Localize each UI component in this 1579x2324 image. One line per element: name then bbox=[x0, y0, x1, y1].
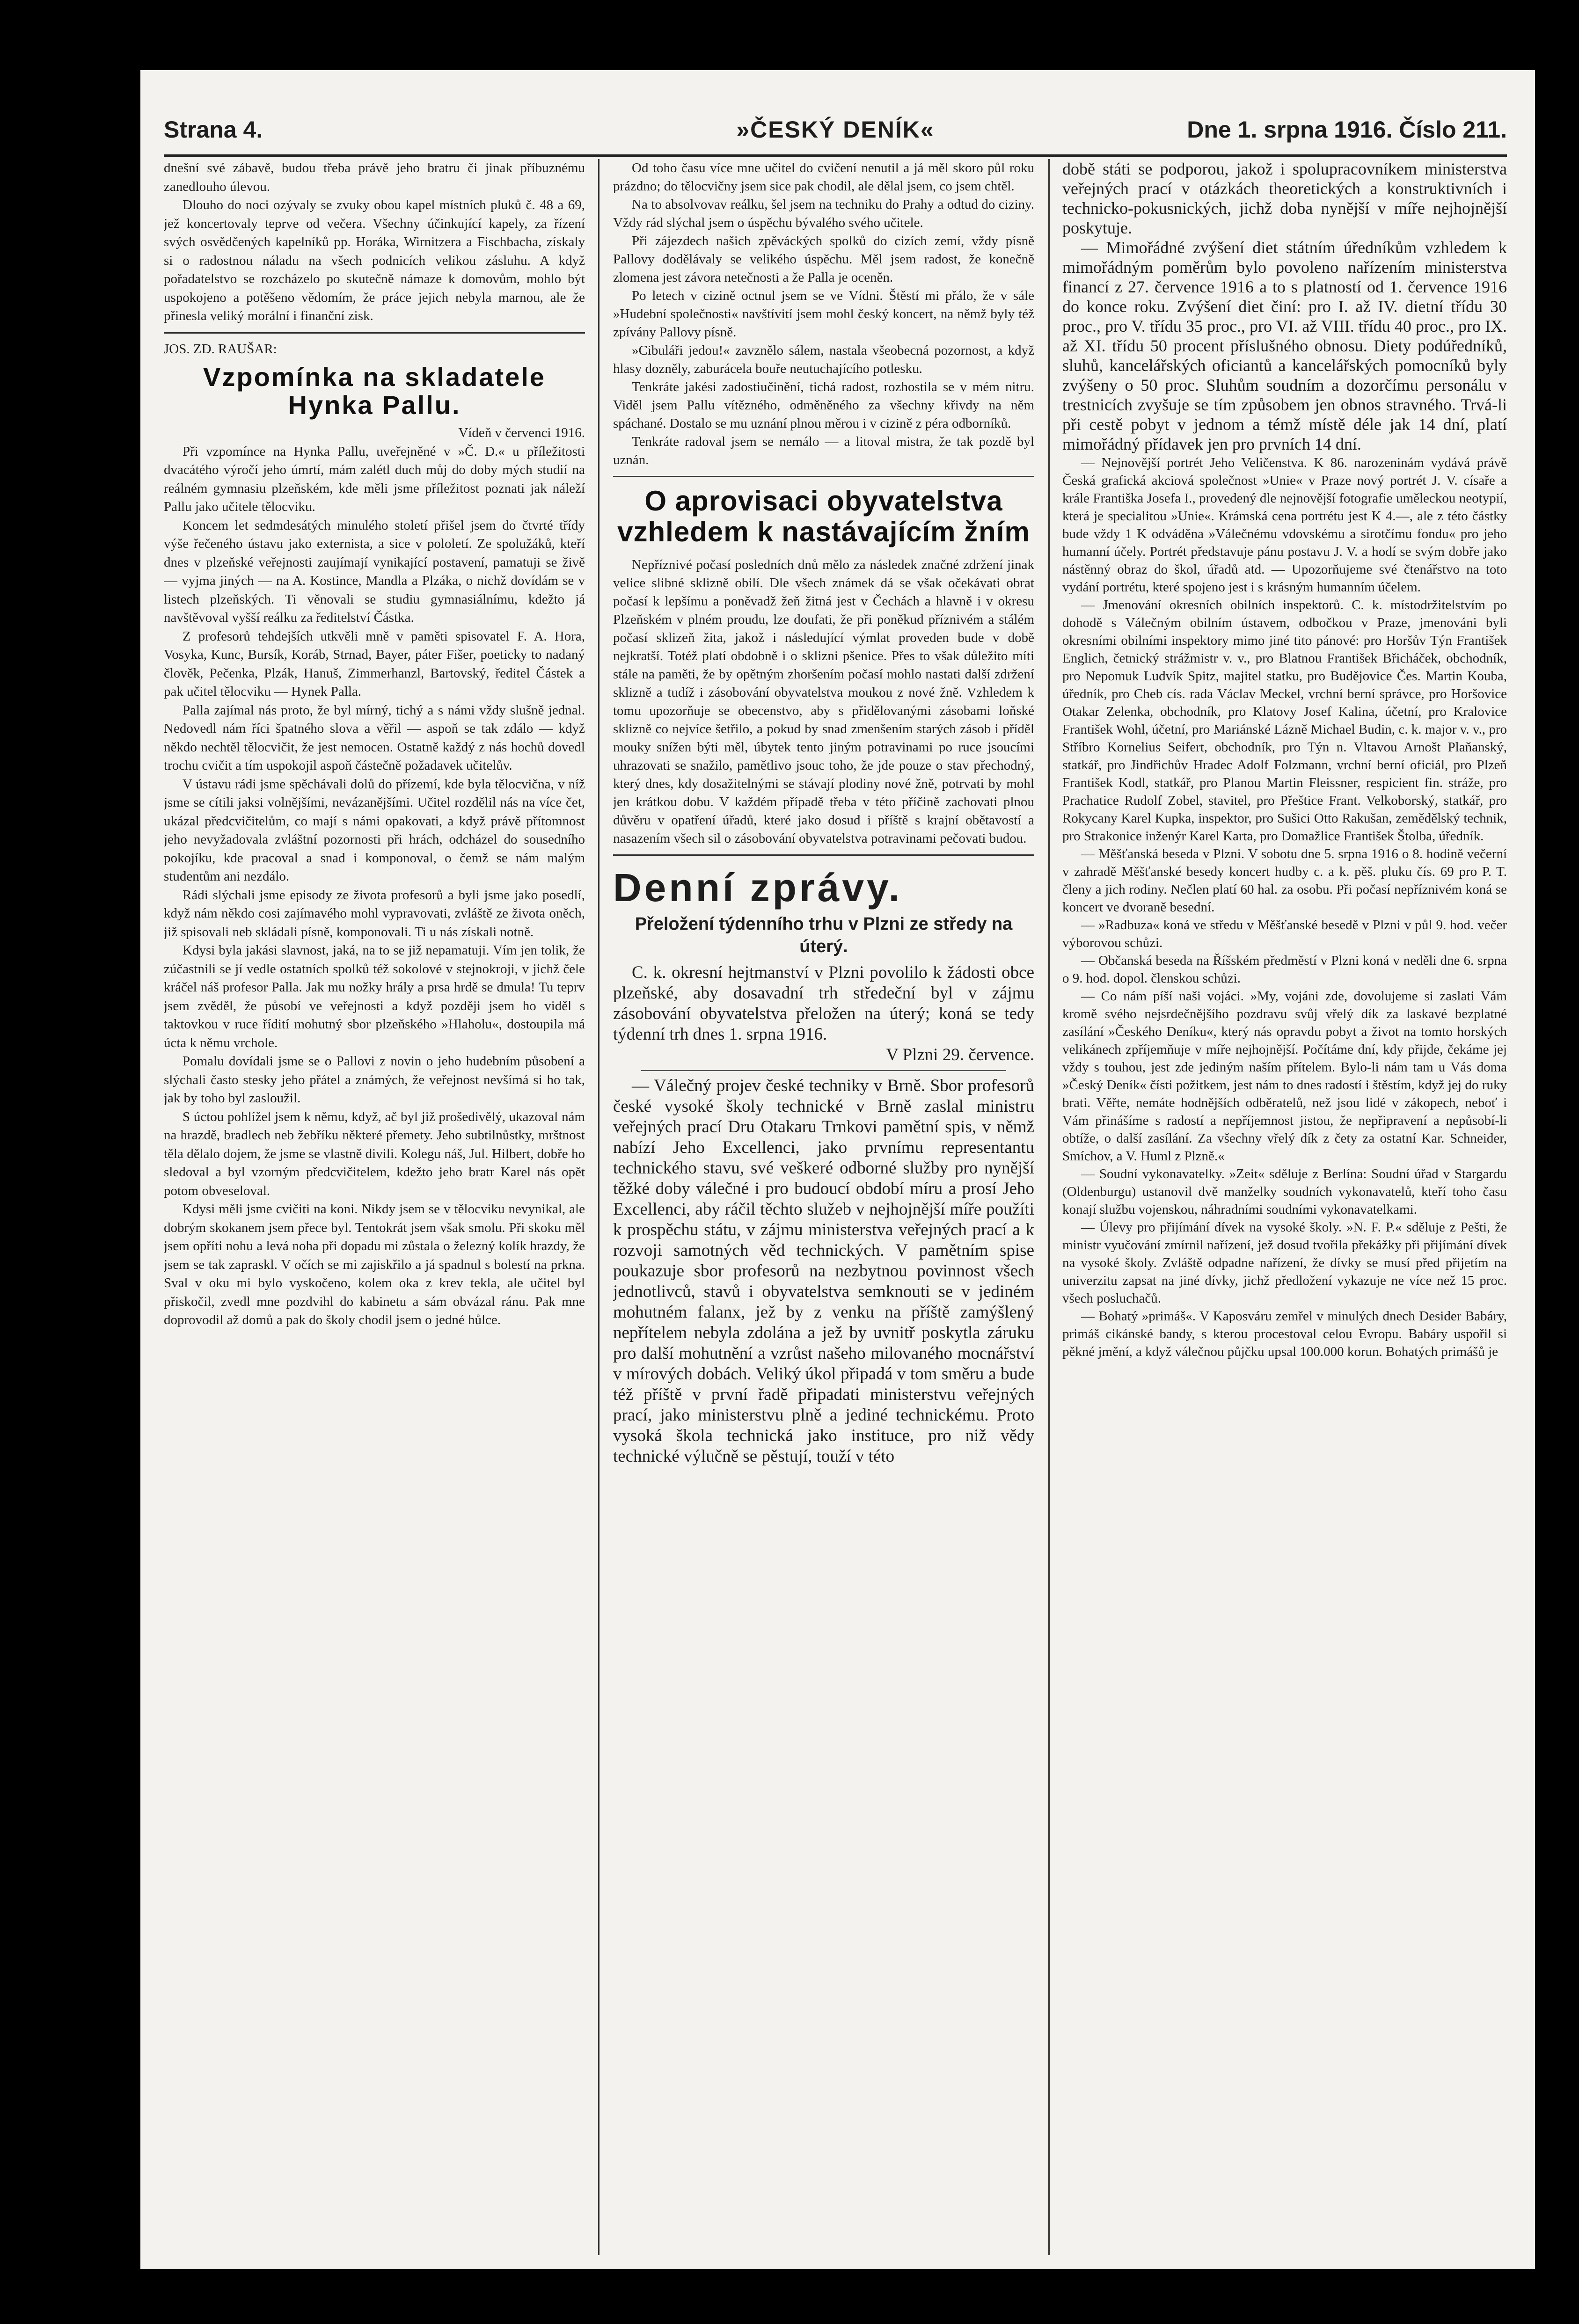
column-middle bbox=[613, 159, 1034, 2255]
paragraph: Při zájezdech našich zpěváckých spolků do cizích zemí, vždy písně Pallovy dodělávaly se velikého úspěchu. Měl jsem radost, že konečně zlomena jest závora netečnosti a že Palla je oceněn. bbox=[613, 233, 1034, 285]
news-headline: Přeložení týdenního trhu v Plzni ze středy na úterý. bbox=[635, 914, 1013, 956]
paragraph: — »Radbuza« koná ve středu v Měšťanské besedě v Plzni v půl 9. hod. večer výborovou schůzi. bbox=[1062, 918, 1507, 950]
paragraph: Na to absolvovav reálku, šel jsem na techniku do Prahy a odtud do ciziny. Vždy rád slýchal jsem o úspěchu bývalého svého učitele. bbox=[613, 197, 1034, 230]
paragraph: — Válečný projev české techniky v Brně. Sbor profesorů české vysoké školy technické v Brně zaslal ministru veřejných prací Dru Otakaru Trnkovi pamětní spis, v němž nabízí Jeho Excellenci, jako prvnímu representantu technického stavu, své veškeré odborné služby pro nynější těžké doby válečné i pro budoucí období míru a prosí Jeho Excellenci, aby ráčil těchto služeb v nejhojnější míře použíti k prospěchu státu, v zájmu ministerstva veřejných prací a k rozvoji samotných věd technických. V pamětním spise poukazuje sbor profesorů na nezbytnou povinnost všech jednotlivců, stavů i obyvatelstva semknouti se v jediném mohutném falanx, jež by z venku na příště zamýšlený nepřítelem nebyla zdolána a jež by uvnitř poskytla záruku pro další mohutnění a vzrůst našeho milovaného mocnářství v mírových dobách. Veliký úkol připadá v tom směru a bude též příště v první řadě připadati ministerstvu veřejných prací, jako ministerstvu plně a jediné technickému. Proto vysoká škola technická jako instituce, pro niž vědy technické výlučně se pěstují, touží v této bbox=[613, 1076, 1034, 1466]
paragraph: Dlouho do noci ozývaly se zvuky obou kapel místních pluků č. 48 a 69, jež koncertovaly teprve od večera. Všechny účinkující kapely, za řízení svých osvědčených kapelníků pp. Horáka, Wirnitzera a Fischbacha, získaly si o radostnou náladu na všech podnicích velikou zásluhu. A když pořadatelstvo se rozcházelo po skutečně námaze k domovům, mohlo být uspokojeno a potěšeno vědomím, že práce jejich nebyla marnou, ale že přinesla veliký morální i finanční zisk. bbox=[164, 197, 585, 323]
newspaper-page bbox=[140, 70, 1535, 2269]
article-author: JOS. ZD. RAUŠAR: bbox=[164, 341, 277, 357]
paragraph: Tenkráte jakési zadostiučinění, tichá radost, rozhostila se v mém nitru. Viděl jsem Pallu vítězného, odměněného za všechny křivdy na něm spáchané. Dostalo se mu uznání plnou měrou i v cizině z péra odborníků. bbox=[613, 379, 1034, 431]
article-title: Vzpomínka na skladatele Hynka Pallu. bbox=[203, 362, 546, 420]
issue-date: Dne 1. srpna 1916. Číslo 211. bbox=[1187, 117, 1507, 143]
paragraph: Kdysi měli jsme cvičiti na koni. Nikdy jsem se v tělocviku nevynikal, ale dobrým skokanem jsem přece byl. Tentokrát jsem však smolu. Při skoku měl jsem opříti nohu a levá noha při dopadu mi zůstala o železný kolík hrazdy, že jsem se tak zapraskl. V očích se mi zajiskřilo a já spadnul s bolestí na prkna. Sval v oku mi bylo vyskočeno, kolem oka z krev tekla, ale učitel byl přiskočil, zvedl mne pozdvihl do kabinetu a sám obvázal ránu. Pak mne doprovodil až domů a pak do školy chodil jsem o jedné hůlce. bbox=[164, 1202, 585, 1327]
separator bbox=[641, 1070, 1006, 1071]
dateline: V Plzni 29. července. bbox=[886, 1045, 1034, 1064]
paragraph: C. k. okresní hejtmanství v Plzni povolilo k žádosti obce plzeňské, aby dosavadní trh středeční byl v zájmu zásobování obyvatelstva přeložen na úterý; koná se tedy týdenní trh dnes 1. srpna 1916. bbox=[613, 963, 1034, 1044]
paragraph: Kdysi byla jakási slavnost, jaká, na to se již nepamatuji. Vím jen tolik, že zúčastnili se jí vedle ostatních spolků též sokolové v stejnokroji, v jichž čele kráčel náš profesor Palla. Jak mu nožky hrály a prsa hrdě se dmula! Tu teprv jsem zvěděl, že působí ve veřejnosti a když později jsem ho viděl s taktovkou v ruce řídití mohutný sbor plzeňského »Hlaholu«, dostoupila má úcta k němu vrchole. bbox=[164, 943, 585, 1050]
paragraph: Při vzpomínce na Hynka Pallu, uveřejněné v »Č. D.« u příležitosti dvacátého výročí jeho úmrtí, mám zalétl duch můj do doby mých studií na reálném gymnasiu plzeňském, kde měli jsme příležitost poznati jak náleží Pallu jako učitele tělocviku. bbox=[164, 444, 585, 514]
paragraph: V ústavu rádi jsme spěchávali dolů do přízemí, kde byla tělocvična, v níž jsme se cítili jaksi volnějšími, nevázanějšími. Učitel rozdělil nás na více čet, ukázal předcvičitelům, co mají s námi opakovati, a když právě přítomnost jeho nevyžadovala zvláštní pozornosti při hrách, odcházel do sousedního pokojíku, kde pracoval a snad i komponoval, o čemž se nám malým studentům ani nezdálo. bbox=[164, 776, 585, 884]
paragraph: Po letech v cizině octnul jsem se ve Vídni. Štěstí mi přálo, že v sále »Hudební společnosti« navštívití jsem mohl český koncert, na němž byly též zpívány Pallovy písně. bbox=[613, 288, 1034, 340]
paragraph: Tenkráte radoval jsem se nemálo — a litoval mistra, že tak pozdě byl uznán. bbox=[613, 434, 1034, 467]
page-number: Strana 4. bbox=[164, 117, 263, 143]
paragraph: S úctou pohlížel jsem k němu, když, ač byl již prošedivělý, ukazoval nám na hrazdě, bradlech neb žebříku některé přemety. Jeho subtilnůstky, mrštnost těla dělalo dojem, že jsme se vlastně divili. Kolegu náš, Jul. Hilbert, dobře ho sledoval a byl vzorným předcvičitelem, kdežto jeho bratr Karel nás opět potom obveseloval. bbox=[164, 1109, 585, 1198]
paragraph: Palla zajímal nás proto, že byl mírný, tichý a s námi vždy slušně jednal. Nedovedl nám říci špatného slova a věřil — aspoň se tak zdálo — když někdo nechtěl tělocvičit, že jest nemocen. Ostatně každý z nás hochů dovedl trochu cvičit a tím uspokojil aspoň částečně požadavek učitelův. bbox=[164, 702, 585, 773]
paragraph: — Nejnovější portrét Jeho Veličenstva. K 86. narozeninám vydává právě Česká grafická akciová společnost »Unie« v Praze nový portrét J. V. císaře a krále Františka Josefa I., provedený dle nejnovější fotografie uměleckou neotypií, která je specialitou »Unie«. Krámská cena portrétu jest K 4.—, ale z této částky bude vždy 1 K odváděna »Válečnému vdovskému a sirotčímu fondu« pro jeho humanní účely. Portrét představuje pánu postavu J. V. a hodí se svým dobře jako nástěnný obraz do škol, úřadů atd. — Upozorňujeme své čtenářstvo na toto vydání portrétu, které spojeno jest i s krásným humanním účelem. bbox=[1062, 455, 1507, 595]
paragraph: Nepříznivé počasí posledních dnů mělo za následek značné zdržení jinak velice slibné sklizně obilí. Dle všech známek dá se však očekávati obrat počasí k lepšímu a poněvadž žeň žitná jest v Čechách a hlavně i v okresu Plzeňském v plném proudu, lze doufati, že při poněkud příznivém a stálém počasí sklizeň žita, jakož i následující výmlat proveden bude v době nejkratší. Totéž platí obdobně i o sklizni pšenice. Přes to však důležito míti stále na paměti, že by opětným zhoršením počasí mohlo nastati další zdržení sklizně a tudíž i zásobování obyvatelstva moukou z nové žně. Vzhledem k tomu upozorňuje se obecenstvo, aby s přidělovanými zásobami loňské sklizně co nejvíce šetřilo, a pokud by snad zmenšením starých zásob i příděl mouky snížen býti měl, úbytek tento jiným potravinami po ruce jsoucími uhrazovati se snažilo, pamětlivo jsouc toho, že jde pouze o stav přechodný, který dnes, kdy dosažitelnými se stávají plodiny nové žně, potrvati by mohl jen krátkou dobu. V každém případě třeba v této příčině zachovati plnou důvěru v opatření úřadů, které jako dosud i příště s krajní obětavostí a nasazením všech sil o zásobování obyvatelstva potravinami pečovati budou. bbox=[613, 557, 1034, 846]
paragraph: — Soudní vykonavatelky. »Zeit« sděluje z Berlína: Soudní úřad v Stargardu (Oldenburgu) ustanovil dvě manželky soudních vykonavatelů, kteří toho času konají službu vojenskou, náhradními soudními vykonavatelkami. bbox=[1062, 1166, 1507, 1217]
paragraph: »Cibuláři jedou!« zavznělo sálem, nastala všeobecná pozornost, a když hlasy dozněly, zaburácela bouře neutuchajícího potlesku. bbox=[613, 343, 1034, 376]
section-title: Denní zprávy. bbox=[613, 866, 902, 910]
paragraph: době státi se podporou, jakož i spolupracovníkem ministerstva veřejných prací v otázkách theoretických a konstruktivních i technicko-pokusnických, jichž doba nynější v míře nejhojnější poskytuje. bbox=[1062, 160, 1507, 237]
paragraph: — Občanská beseda na Říšském předměstí v Plzni koná v neděli dne 6. srpna o 9. hod. dopol. členskou schůzi. bbox=[1062, 953, 1507, 986]
column-divider bbox=[1048, 159, 1050, 2255]
paragraph: — Mimořádné zvýšení diet státním úředníkům vzhledem k mimořádným poměrům bylo povoleno nařízením ministerstva financí z 27. července 1916 a to s platností od 1. července 1916 do konce roku. Zvýšení diet činí: pro I. až IV. dietní třídu 30 proc., pro V. třídu 35 proc., pro VI. až VIII. třídu 40 proc., pro IX. až XI. třídu 50 procent příslušného obnosu. Diety podúředníků, sluhů, kancelářských oficiantů a kancelářských pomocníků byly zvýšeny o 50 proc. Sluhům soudním a dozorčímu personálu v trestnicích zvyšuje se tím způsobem jen obnos stravného. Trvá-li při cestě pobyt v jednom a témž místě déle jak 14 dní, platí mimořádný přídavek jen pro prvních 14 dní. bbox=[1062, 238, 1507, 453]
paragraph: Koncem let sedmdesátých minulého století přišel jsem do čtvrté třídy výše řečeného ústavu jako externista, a sice v pololetí. Ze spolužáků, kteří dnes v plzeňské veřejnosti zaujímají vynikající postavení, pamatuji se živě — vyjma jiných — na A. Kostince, Mandla a Plzáka, o nichž dovídám se v listech plzeňských. Ti věnovali se studiu gymnasiálnímu, kdežto já navštěvoval vyšší reálku za ředitelství Částka. bbox=[164, 517, 585, 625]
paragraph: — Bohatý »primáš«. V Kaposváru zemřel v minulých dnech Desider Babáry, primáš cikánské bandy, s kterou procestoval celou Evropu. Babáry uspořil si pěkné jmění, a když válečnou půjčku upsal 100.000 korun. Bohatých primášů je bbox=[1062, 1309, 1507, 1359]
page-header bbox=[164, 108, 1507, 157]
separator bbox=[164, 332, 585, 334]
article-title: O aprovisaci obyvatelstva vzhledem k nastávajícím žním bbox=[617, 485, 1030, 547]
paragraph: Rádi slýchali jsme episody ze života profesorů a byli jsme jako posedlí, když nám někdo cosi zajímavého mohl vypravovati, zvláště ze života oněch, již spisovali neb skládali písně, komponovali. Ti u nás získali notně. bbox=[164, 887, 585, 940]
paragraph: — Co nám píší naši vojáci. »My, vojáni zde, dovolujeme si zaslati Vám kromě svého nejsrdečnějšího pozdravu svůj vřelý dík za laskavé bezplatné zasílání »Českého Deníku«, který nás opravdu pobyt a život na tomto horských velikánech zpříjemňuje v míře nejhojnější. Počítáme dní, kdy přijde, čekáme jej vždy s touhou, jest zde jediným naším přítelem. Bylo-li nám tam u Vás doma »Český Deník« čísti požitkem, jest nám to dnes radostí i štěstím, když jej do ruky brati. Věřte, nemáte hodnějších odběratelů, než jsou lidé v zákopech, neboť i Vám přinášíme s radostí a nepříjemnost jistou, že nepřipravení a nepůsobí-li obtíže, o další zasílání. Za všechny vřelý dík z čety za ostatní Kar. Schneider, Smíchov, a V. Huml z Plzně.« bbox=[1062, 989, 1507, 1164]
column-divider bbox=[598, 159, 599, 2255]
paragraph: — Měšťanská beseda v Plzni. V sobotu dne 5. srpna 1916 o 8. hodině večerní v zahradě Měšťanské besedy koncert hudby c. a k. pěš. pluku čís. 69 pro P. T. členy a jich rodiny. Nečlen platí 60 hal. za osobu. Při počasí nepříznivém koná se koncert ve dvoraně besední. bbox=[1062, 846, 1507, 915]
dateline: Vídeň v červenci 1916. bbox=[458, 425, 585, 440]
paragraph: Z profesorů tehdejších utkvěli mně v paměti spisovatel F. A. Hora, Vosyka, Kunc, Bursík, Koráb, Strnad, Bayer, páter Fišer, poeticky to nadaný člověk, Pečenka, Plzák, Hanuš, Zimmerhanzl, Bartovský, ředitel Částek a pak učitel tělocviku — Hynek Palla. bbox=[164, 628, 585, 699]
separator bbox=[613, 476, 1034, 477]
paragraph: — Jmenování okresních obilních inspektorů. C. k. místodržitelstvím po dohodě s Válečným obilním ústavem, odbočkou v Praze, jmenováni byli okresními obilními inspektory mimo jiné tito pánové: pro Horšův Týn František Englich, četnický strážmistr v. v., pro Blatnou František Břicháček, obchodník, pro Nepomuk Ludvík Spitz, majitel statku, pro Budějovice Čes. Martin Kouba, úředník, pro Cheb cís. rada Václav Meckel, vrchní berní správce, pro Horšovice Otakar Zelenka, obchodník, pro Klatovy Josef Kalina, účetní, pro Kralovice František Wohl, účetní, pro Mariánské Lázně Michael Budin, c. k. major v. v., pro Stříbro Kornelius Seifert, obchodník, pro Týn n. Vltavou Arnošt Plaňanský, statkář, pro Jindřichův Hradec Adolf Folzmann, vrchní berní oficiál, pro Plzeň František Kodl, statkář, pro Planou Martin Fleissner, respicient fin. stráže, pro Prachatice Rudolf Zobel, stavitel, pro Přeštice Frant. Velkoborský, statkář, pro Rokycany Karel Kupka, inspektor, pro Sušici Otto Rakušan, zemědělský technik, pro Strakonice inženýr Karel Karta, pro Domažlice František Štolba, úředník. bbox=[1062, 597, 1507, 844]
paragraph: Od toho času více mne učitel do cvičení nenutil a já měl skoro půl roku prázdno; do tělocvičny jsem sice pak chodil, ale dělal jsem, co jsem chtěl. bbox=[613, 160, 1034, 194]
separator bbox=[613, 854, 1034, 856]
column-right bbox=[1062, 159, 1507, 2255]
paragraph: Pomalu dovídali jsme se o Pallovi z novin o jeho hudebním působení a slýchali často stesky jeho přátel a známých, že veřejnost nevšímá si ho tak, jak by toho byl zasloužil. bbox=[164, 1054, 585, 1106]
paragraph: dnešní své zábavě, budou třeba právě jeho bratru či jinak příbuznému zanedlouho úlevou. bbox=[164, 160, 585, 194]
column-left bbox=[164, 159, 585, 2255]
newspaper-title: »ČESKÝ DENÍK« bbox=[736, 117, 935, 143]
paragraph: — Úlevy pro přijímání dívek na vysoké školy. »N. F. P.« sděluje z Pešti, že ministr vyučování zmírnil nařízení, jež dosud tvořila překážky při přijímání dívek na vysoké školy. Zvláště odpadne nařízení, že dívky se musí před přijetím na univerzitu zapsat na jiné dívky, jichž předložení vykazuje ne více než 15 proc. všech posluchačů. bbox=[1062, 1220, 1507, 1306]
